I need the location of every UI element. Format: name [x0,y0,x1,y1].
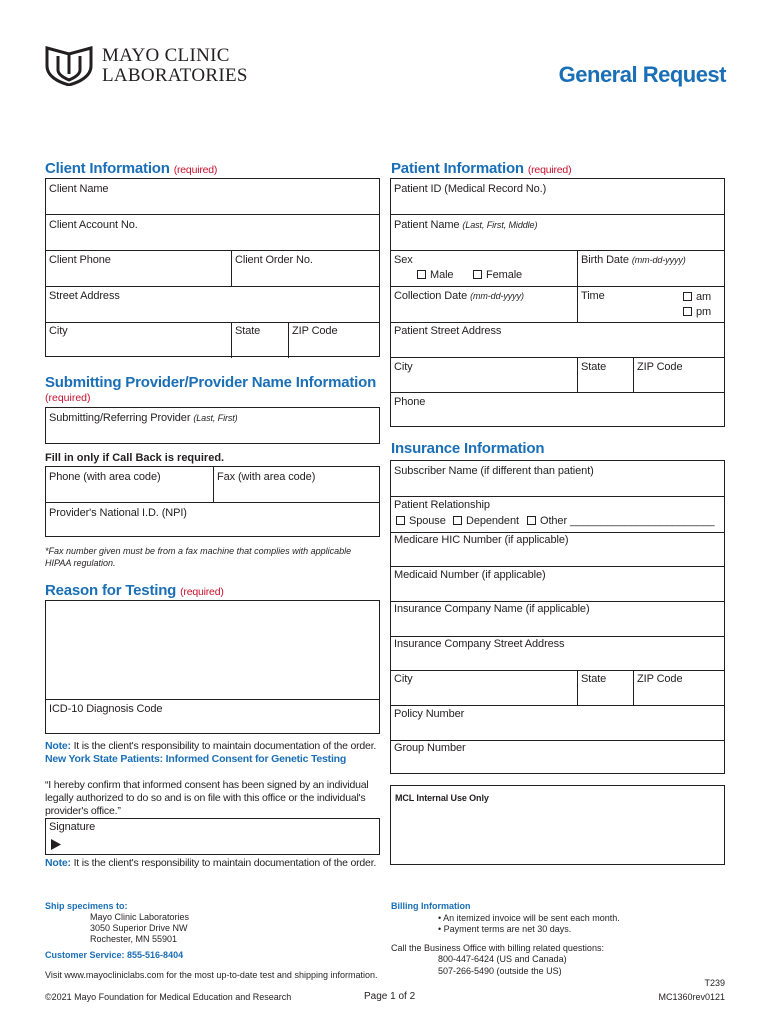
patient-sex-label: Sex [394,254,413,266]
form-code-2: MC1360rev0121 [658,992,725,1002]
patient-relationship-label: Patient Relationship [394,499,490,511]
insurance-street-field[interactable]: Insurance Company Street Address [394,638,565,650]
client-account-field[interactable]: Client Account No. [49,219,138,231]
billing-phone-1: 800-447-6424 (US and Canada) [438,954,567,964]
signature-box[interactable] [45,818,380,855]
insurance-city-field[interactable]: City [394,673,413,685]
ship-address: Mayo Clinic Laboratories 3050 Superior Drive NW Rochester, MN 55901 [90,912,190,944]
reason-box[interactable] [45,600,380,734]
mcl-label: MCL Internal Use Only [395,793,489,803]
icd10-field[interactable]: ICD-10 Diagnosis Code [49,703,163,715]
relationship-dependent-checkbox[interactable]: Dependent [453,515,519,527]
insurance-company-field[interactable]: Insurance Company Name (if applicable) [394,603,590,615]
client-section-title: Client Information (required) [45,160,218,177]
billing-phone-2: 507-266-5490 (outside the US) [438,966,562,976]
relationship-spouse-checkbox[interactable]: Spouse [396,515,446,527]
insurance-state-field[interactable]: State [581,673,607,685]
time-am-checkbox[interactable]: am [683,291,711,303]
policy-number-field[interactable]: Policy Number [394,708,465,720]
ny-consent-heading: New York State Patients: Informed Consent for Genetic Testing [45,753,347,765]
reason-section-title: Reason for Testing (required) [45,582,224,599]
checkbox-icon [683,292,692,301]
provider-box [45,407,380,444]
client-city-field[interactable]: City [49,325,68,337]
patient-name-field[interactable]: Patient Name (Last, First, Middle) [394,219,538,231]
billing-bullets: • An itemized invoice will be sent each month. • Payment terms are net 30 days. [438,913,620,934]
callback-box [45,466,380,537]
collection-date-field[interactable]: Collection Date (mm-dd-yyyy) [394,290,524,302]
form-title: General Request [558,62,726,87]
patient-zip-field[interactable]: ZIP Code [637,361,683,373]
billing-title: Billing Information [391,901,471,911]
patient-street-field[interactable]: Patient Street Address [394,325,502,337]
consent-text: “I hereby confirm that informed consent has been signed by an individual legally authorized to do so and is on file with this office or the individual's provider's office.” [45,779,369,817]
referring-provider-field[interactable]: Submitting/Referring Provider (Last, First) [49,412,238,424]
page-number: Page 1 of 2 [364,991,416,1002]
mcl-internal-box [390,785,725,865]
ship-title: Ship specimens to: [45,901,128,911]
checkbox-icon [453,516,462,525]
customer-service: Customer Service: 855-516-8404 [45,950,184,960]
client-order-field[interactable]: Client Order No. [235,254,313,266]
checkbox-icon [473,270,482,279]
client-state-field[interactable]: State [235,325,261,337]
group-number-field[interactable]: Group Number [394,742,466,754]
provider-phone-field[interactable]: Phone (with area code) [49,471,161,483]
fax-note-1: *Fax number given must be from a fax machine that complies with applicable [45,546,352,556]
subscriber-name-field[interactable]: Subscriber Name (if different than patient) [394,465,594,477]
checkbox-icon [396,516,405,525]
client-name-field[interactable]: Client Name [49,183,109,195]
client-street-field[interactable]: Street Address [49,290,120,302]
checkbox-icon [683,307,692,316]
arrow-right-icon [51,839,61,850]
patient-phone-field[interactable]: Phone [394,396,426,408]
client-phone-field[interactable]: Client Phone [49,254,111,266]
visit-website: Visit www.mayocliniclabs.com for the most up-to-date test and shipping information. [45,970,378,980]
client-info-box [45,178,380,357]
fax-note-2: HIPAA regulation. [45,558,116,568]
medicare-field[interactable]: Medicare HIC Number (if applicable) [394,534,569,546]
sex-female-checkbox[interactable]: Female [473,269,522,281]
responsibility-note-2: Note: It is the client's responsibility to maintain documentation of the order. [45,857,377,869]
time-field[interactable]: Time [581,290,605,302]
sex-male-checkbox[interactable]: Male [417,269,453,281]
provider-required: (required) [45,392,91,404]
insurance-section-title: Insurance Information [391,440,545,457]
provider-npi-field[interactable]: Provider's National I.D. (NPI) [49,507,187,519]
patient-id-field[interactable]: Patient ID (Medical Record No.) [394,183,547,195]
callback-heading: Fill in only if Call Back is required. [45,452,225,464]
birth-date-field[interactable]: Birth Date (mm-dd-yyyy) [581,254,686,266]
insurance-box [390,460,725,774]
provider-section-title: Submitting Provider/Provider Name Information [45,374,377,391]
patient-city-field[interactable]: City [394,361,413,373]
checkbox-icon [417,270,426,279]
responsibility-note: Note: It is the client's responsibility to maintain documentation of the order. [45,740,377,752]
checkbox-icon [527,516,536,525]
shield-logo-icon [44,44,94,86]
insurance-zip-field[interactable]: ZIP Code [637,673,683,685]
copyright: ©2021 Mayo Foundation for Medical Education and Research [45,992,292,1002]
medicaid-field[interactable]: Medicaid Number (if applicable) [394,569,546,581]
patient-section-title: Patient Information (required) [391,160,572,177]
time-pm-checkbox[interactable]: pm [683,306,711,318]
relationship-other-checkbox[interactable]: Other ________________________ [527,515,714,527]
client-zip-field[interactable]: ZIP Code [292,325,338,337]
provider-fax-field[interactable]: Fax (with area code) [217,471,316,483]
signature-label: Signature [49,821,96,833]
mayo-logo [44,44,256,88]
form-code-1: T239 [704,978,725,988]
patient-info-box [390,178,725,427]
logo-line-2: LABORATORIES [102,65,248,86]
logo-line-1: MAYO CLINIC [102,45,230,66]
patient-state-field[interactable]: State [581,361,607,373]
billing-call: Call the Business Office with billing related questions: [391,943,604,953]
